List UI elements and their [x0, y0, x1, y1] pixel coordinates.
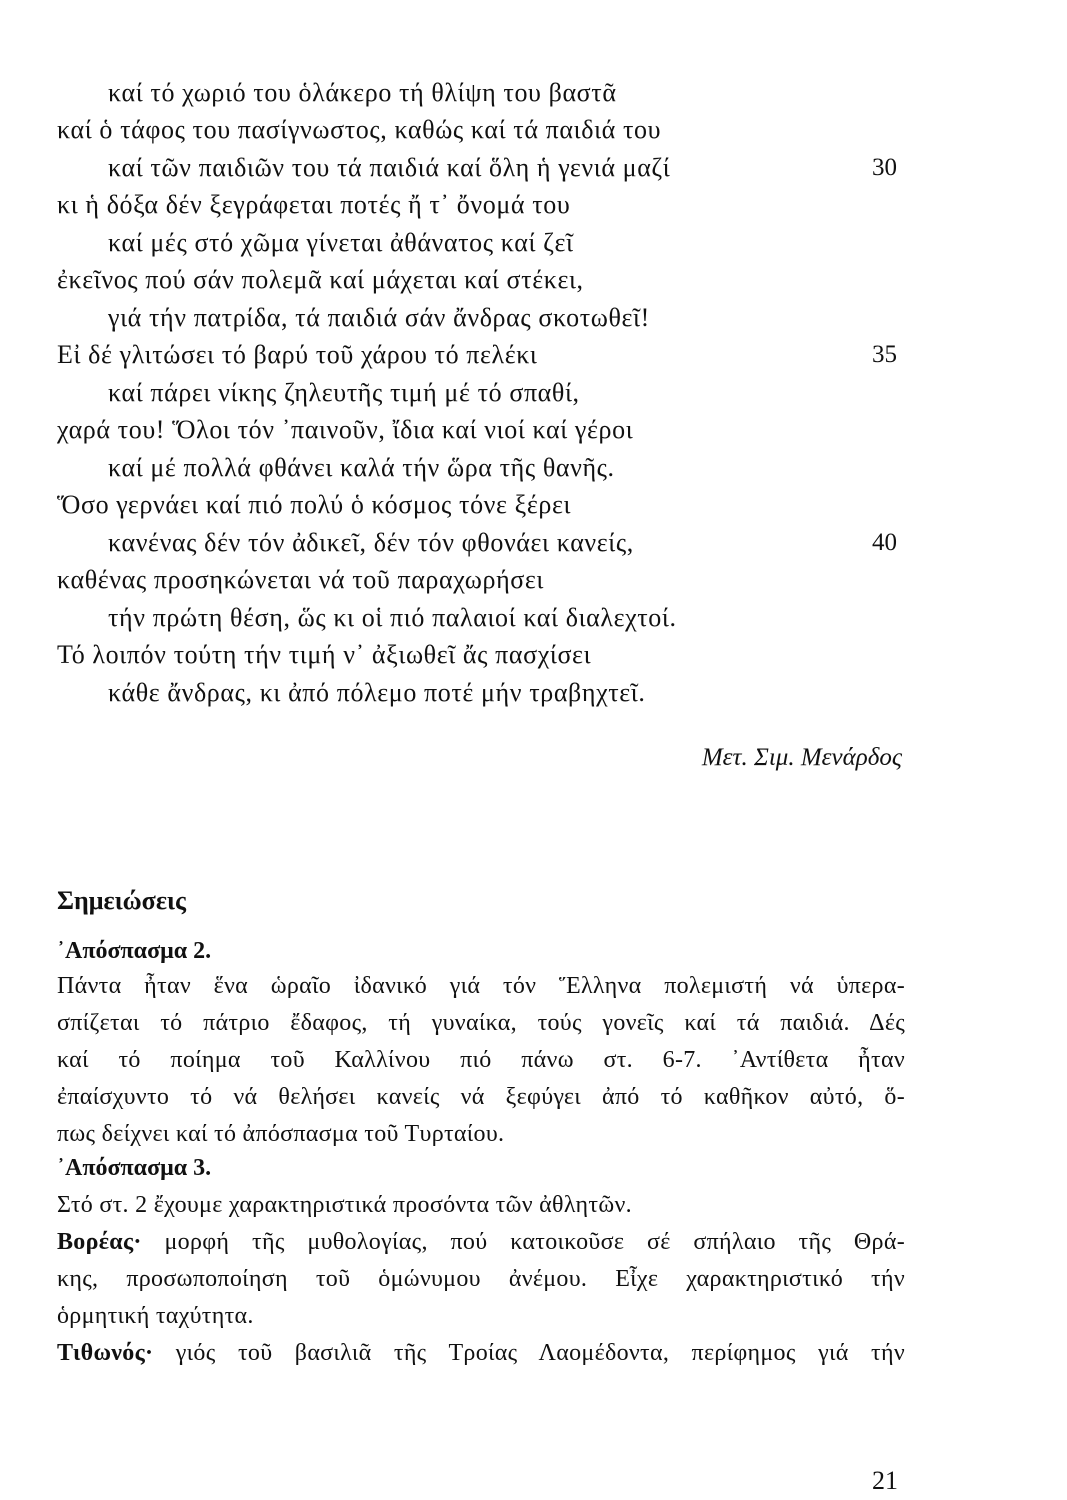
poem-line: καί πάρει νίκης ζηλευτῆς τιμή μέ τό σπαθί, — [108, 378, 580, 407]
poem-line: καί μέ πολλά φθάνει καλά τήν ὥρα τῆς θανῆς. — [108, 453, 615, 482]
note-line: ὁρμητική ταχύτητα. — [57, 1303, 254, 1329]
note-line: κης, προσωποποίηση τοῦ ὁμώνυμου ἀνέμου. Εἶχε χαρακτηριστικό τήν — [57, 1266, 905, 1292]
poem-line: κανένας δέν τόν ἀδικεῖ, δέν τόν φθονάει κανείς, — [108, 528, 634, 557]
fragment-3-heading: ᾽Απόσπασμα 3. — [57, 1155, 212, 1181]
line-number: 30 — [872, 154, 897, 181]
poem-line: καί τῶν παιδιῶν του τά παιδιά καί ὅλη ἡ γενιά μαζί — [108, 153, 671, 182]
line-number: 40 — [872, 529, 897, 556]
translator-credit: Μετ. Σιμ. Μενάρδος — [701, 744, 902, 771]
line-number: 35 — [872, 341, 897, 368]
note-line: καί τό ποίημα τοῦ Καλλίνου πιό πάνω στ. 6-7. ᾽Αντίθετα ἦταν — [57, 1047, 905, 1073]
fragment-2-heading: ᾽Απόσπασμα 2. — [57, 938, 212, 964]
poem-line: Εἰ δέ γλιτώσει τό βαρύ τοῦ χάρου τό πελέκι — [57, 340, 538, 369]
note-line: Πάντα ἦταν ἕνα ὡραῖο ἰδανικό γιά τόν Ἕλληνα πολεμιστή νά ὑπερα- — [57, 973, 905, 999]
term-boreas: Βορέας· — [57, 1229, 142, 1255]
poem-line: τήν πρώτη θέση, ὥς κι οἱ πιό παλαιοί καί διαλεχτοί. — [108, 603, 677, 632]
poem-line: κάθε ἄνδρας, κι ἀπό πόλεμο ποτέ μήν τραβηχτεῖ. — [108, 678, 646, 707]
poem-line: καί τό χωριό του ὁλάκερο τή θλίψη του βαστᾶ — [108, 78, 617, 107]
note-entry-tithonos — [57, 1336, 905, 1370]
poem-line: καί μές στό χῶμα γίνεται ἀθάνατος καί ζεῖ — [108, 228, 574, 257]
poem-line: κι ἡ δόξα δέν ξεγράφεται ποτές ἤ τ᾽ ὄνομά του — [57, 190, 571, 219]
poem-line: καθένας προσηκώνεται νά τοῦ παραχωρήσει — [57, 565, 545, 594]
page-number: 21 — [872, 1466, 898, 1495]
poem-line: Ὅσο γερνάει καί πιό πολύ ὁ κόσμος τόνε ξέρει — [57, 490, 572, 519]
definition-text: μορφή τῆς μυθολογίας, πού κατοικοῦσε σέ σπήλαιο τῆς Θρά- — [164, 1229, 905, 1255]
notes-title: Σημειώσεις — [57, 886, 186, 915]
poem-line: γιά τήν πατρίδα, τά παιδιά σάν ἄνδρας σκοτωθεῖ! — [108, 303, 650, 332]
poem-line: καί ὁ τάφος του πασίγνωστος, καθώς καί τά παιδιά του — [57, 115, 662, 144]
poem-line: χαρά του! Ὅλοι τόν ᾽παινοῦν, ἴδια καί νιοί καί γέροι — [57, 415, 634, 444]
poem-line: ἐκεῖνος πού σάν πολεμᾶ καί μάχεται καί στέκει, — [57, 265, 584, 294]
poem-line: Τό λοιπόν τούτη τήν τιμή ν᾽ ἀξιωθεῖ ἄς πασχίσει — [57, 640, 592, 669]
definition-text: γιός τοῦ βασιλιᾶ τῆς Τροίας Λαομέδοντα, περίφημος γιά τήν — [175, 1340, 905, 1366]
note-line: πως δείχνει καί τό ἀπόσπασμα τοῦ Τυρταίου. — [57, 1121, 505, 1147]
note-line: σπίζεται τό πάτριο ἔδαφος, τή γυναίκα, τούς γονεῖς καί τά παιδιά. Δές — [57, 1010, 905, 1036]
note-line: ἐπαίσχυντο τό νά θελήσει κανείς νά ξεφύγει ἀπό τό καθῆκον αὐτό, ὅ- — [57, 1084, 905, 1110]
note-line: Στό στ. 2 ἔχουμε χαρακτηριστικά προσόντα τῶν ἀθλητῶν. — [57, 1192, 632, 1218]
note-entry-boreas — [57, 1225, 905, 1259]
term-tithonos: Τιθωνός· — [57, 1340, 154, 1366]
